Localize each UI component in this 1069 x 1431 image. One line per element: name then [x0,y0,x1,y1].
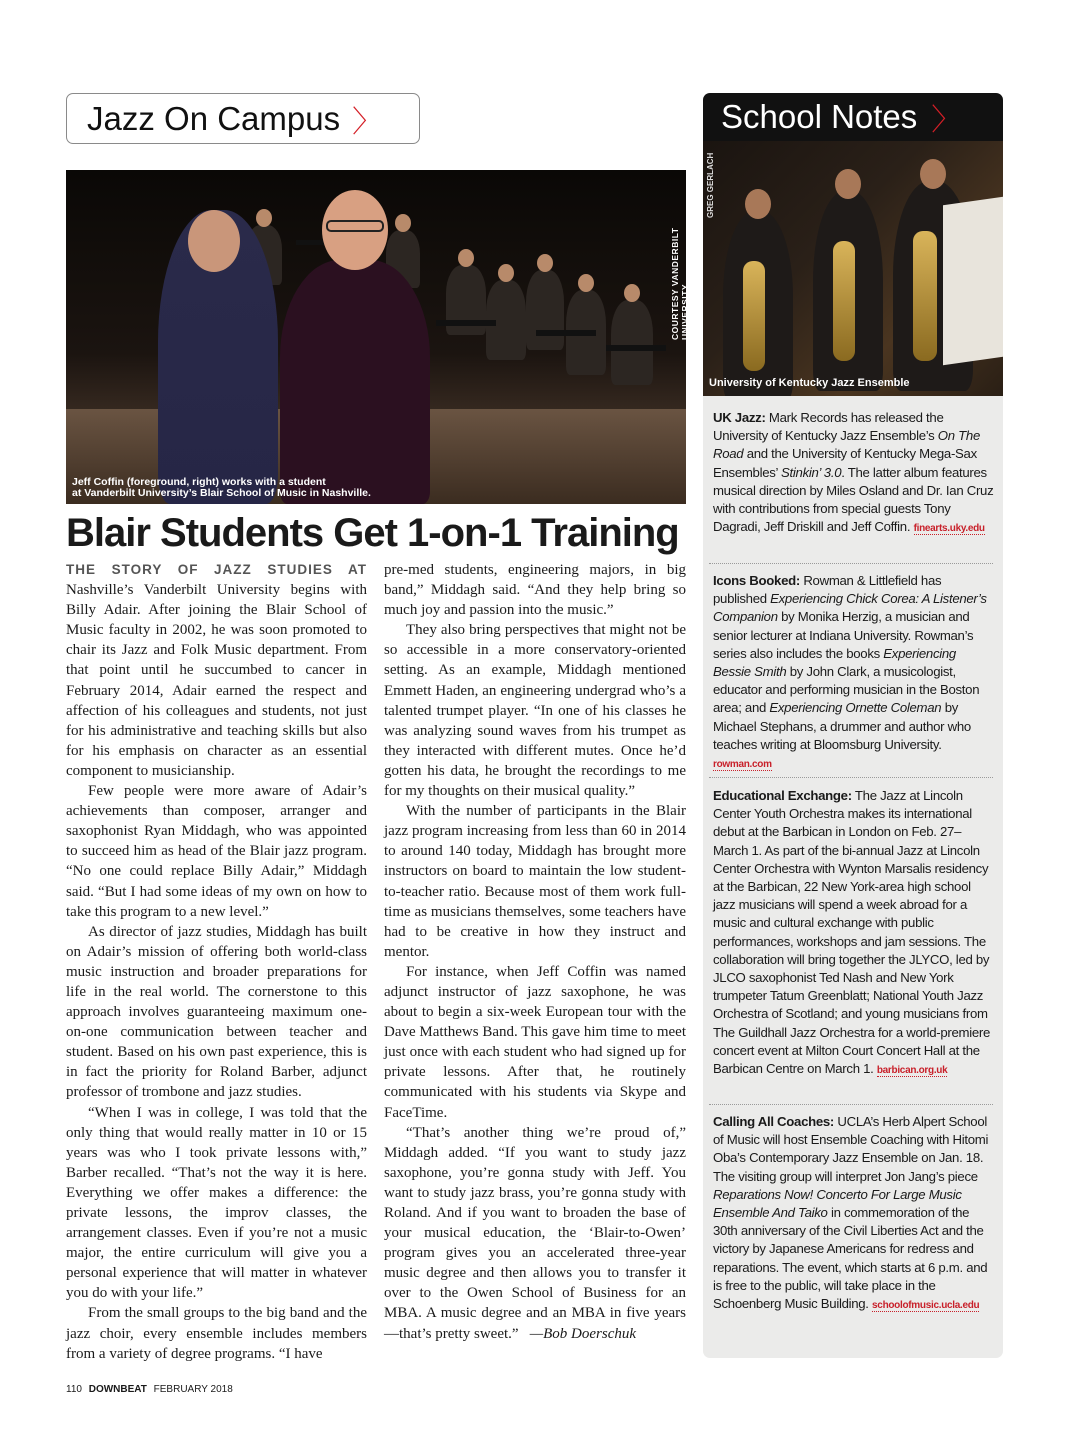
jazz-on-campus-title: Jazz On Campus [87,99,341,137]
student-figure [158,210,278,504]
issue-date: FEBRUARY 2018 [153,1384,233,1395]
school-notes-header [703,93,1003,141]
main-photo-credit: COURTESY VANDERBILT UNIVERSITY [670,227,690,340]
page-footer [66,1384,233,1395]
article-paragraph: “That’s another thing we’re proud of,” Middagh added. “If you want to study jazz saxophone, you’re gonna study with Jeff. You want to study jazz brass, you’re gonna study with Roland. And if you want to broaden the base of your musical education, the ‘Blair-to-Owen’ program gives you an accelerated three-year music degree and then allows you to transfer it over to the Owen School of Business for an MBA. A music degree and an MBA in five years—that’s pretty sweet.” —Bob Doerschuk [384,1124,686,1342]
saxophone [913,231,937,361]
school-note: Icons Booked: Rowman & Littlefield has published Experiencing Chick Corea: A Listener’s Companion by Monika Herzig, a musician and senior lecturer at Indiana University. Rowman’s series also includes the books Experiencing Bessie Smith by John Clark, a musicologist, educator and performing musician in the Boston area; and Experiencing Ornette Coleman by Michael Stephans, a drummer and author who teaches writing at Bloomsburg University. rowman.com [713,573,987,771]
magazine-brand: DOWNBEAT [88,1384,147,1395]
article-paragraph: pre-med students, engineering majors, in big band,” Middagh said. “And they help bring so much joy and passion into the music.” [384,562,686,619]
sidebar-photo-credit: GREG GERLACH [706,152,715,218]
chevron-right-icon: 〉 [352,105,383,139]
article-paragraph: For instance, when Jeff Coffin was named adjunct instructor of jazz saxophone, he was about to begin a six-week European tour with the Dave Matthews Band. This gave him time to meet just once with each student who had signed up for private lessons. After that, he routinely communicated with his students via Skype and FaceTime. [384,963,686,1121]
article-paragraph: Few people were more aware of Adair’s achievements than composer, arranger and saxophonist Ryan Middagh, who was appointed to succeed him as head of the Blair jazz program. “No one could replace Billy Adair,” Middagh said. “But I had some ideas of my own on how to take this program to a new level.” [66,783,367,920]
article-paragraph: THE STORY OF JAZZ STUDIES AT Nashville’s Vanderbilt University begins with Billy Adair. After joining the Blair School of Music faculty in 2002, he was soon promoted to chair its Jazz and Folk Music department. From that point until he succumbed to cancer in February 2014, Adair earned the respect and affection of his colleagues and students, not just for his administrative and teaching skills but also for his emphasis on character as an essential component to musicianship. [66,562,367,779]
byline: —Bob Doerschuk [529,1325,637,1342]
saxophone [833,241,855,361]
note-divider [709,1104,993,1105]
instructor-figure [280,190,430,504]
jazz-on-campus-header [66,93,420,144]
sidebar-photo [703,141,1003,396]
article-paragraph: From the small groups to the big band and the jazz choir, every ensemble includes members from a variety of degree programs. “I have [66,1305,367,1362]
article-column-2 [384,560,686,1344]
article-paragraph: They also bring perspectives that might not be so accessible in a more conservatory-oriented setting. As an example, Middagh mentioned Emmett Haden, an engineering undergrad who’s a talented trumpet player. “In one of his classes he was analyzing sound waves from his trumpet as they interacted with different mutes. Once he’d gotten his data, he brought the recordings to me for my thoughts on their musical quality.” [384,622,686,800]
band-member [526,270,564,350]
main-photo-caption: Jeff Coffin (foreground, right) works with a student at Vanderbilt University’s Blair School of Music in Nashville. [72,476,371,499]
note-title: Icons Booked: [713,573,800,588]
article-paragraph: “When I was in college, I was told that the only thing that would really matter in 10 or 15 years was who I took private lessons with,” Barber recalled. “That’s not the way it is here. Everything we offer makes a difference: the private lessons, the improv classes, the arrangement classes. Even if you’re not a music major, the entire curriculum will give you a personal experience that will matter in whatever you do with your life.” [66,1104,367,1302]
note-link[interactable]: rowman.com [713,759,772,771]
music-stand [536,330,596,336]
saxophone [743,261,765,371]
school-note: UK Jazz: Mark Records has released the University of Kentucky Jazz Ensemble’s On The Road and the University of Kentucky Mega-Sax Ensembles’ Stinkin’ 3.0. The latter album features musical direction by Miles Osland and Dr. Ian Cruz with contributions from special guests Tony Dagradi, Jeff Driskill and Jeff Coffin. finearts.uky.edu [713,410,994,535]
school-notes-title: School Notes [721,98,918,135]
chevron-right-icon: 〉 [931,104,962,137]
note-title: Educational Exchange: [713,788,852,803]
note-link[interactable]: finearts.uky.edu [913,523,985,535]
article-paragraph: With the number of participants in the Blair jazz program increasing from less than 60 in 2014 to around 140 today, Middagh has brought more instructors on board to maintain the low student-to-teacher ratio. Because most of them work full-time as musicians themselves, some teachers have had to be creative in how they instruct and mentor. [384,803,686,960]
note-title: Calling All Coaches: [713,1114,835,1129]
school-note: Educational Exchange: The Jazz at Lincoln Center Youth Orchestra makes its international debut at the Barbican in London on Feb. 27–March 1. As part of the bi-annual Jazz at Lincoln Center Orchestra with Wynton Marsalis residency at the Barbican, 22 New York-area high school jazz musicians will spend a week abroad for a music and cultural exchange with public performances, workshops and jam sessions. The collaboration will bring together the JLYCO, led by JLCO saxophonist Ted Nash and New York trumpeter Tatum Greenblatt; National Youth Jazz Orchestra of Scotland; and young musicians from The Guildhall Jazz Orchestra for a world-premiere concert event at Milton Court Concert Hall at the Barbican Centre on March 1. barbican.org.uk [713,788,990,1077]
music-stand [606,345,666,351]
school-note: Calling All Coaches: UCLA’s Herb Alpert School of Music will host Ensemble Coaching with Hitomi Oba’s Contemporary Jazz Ensemble on Jan. 18. The visiting group will interpret Jon Jang’s piece Reparations Now! Concerto For Large Music Ensemble And Taiko in commemoration of the 30th anniversary of the Civil Liberties Act and the victory by Japanese Americans for redress and reparations. The event, which starts at 6 p.m. and is free to the public, will take place in the Schoenberg Music Building. schoolofmusic.ucla.edu [713,1114,989,1312]
article-column-1 [66,560,367,1364]
note-title: UK Jazz: [713,410,766,425]
page-number: 110 [66,1384,82,1395]
note-link[interactable]: barbican.org.uk [876,1065,948,1077]
article-headline: Blair Students Get 1-on-1 Training [66,511,679,555]
note-divider [709,563,993,564]
note-divider [709,777,993,778]
band-member [611,300,653,385]
lead-in: THE STORY OF JAZZ STUDIES AT [66,562,367,577]
music-sheet [943,197,1003,365]
note-link[interactable]: schoolofmusic.ucla.edu [872,1300,980,1312]
sidebar-photo-caption: University of Kentucky Jazz Ensemble [709,377,910,389]
music-stand [436,320,496,326]
article-paragraph: As director of jazz studies, Middagh has built on Adair’s mission of offering both world-class music instruction and broader preparations for life in the real world. The cornerstone to this approach involves guaranteeing maximum one-on-one communication between teacher and student. Based on his own past experience, this is in fact the priority for Roland Barber, adjunct professor of trombone and jazz studies. [66,923,367,1101]
main-photo [66,170,690,504]
